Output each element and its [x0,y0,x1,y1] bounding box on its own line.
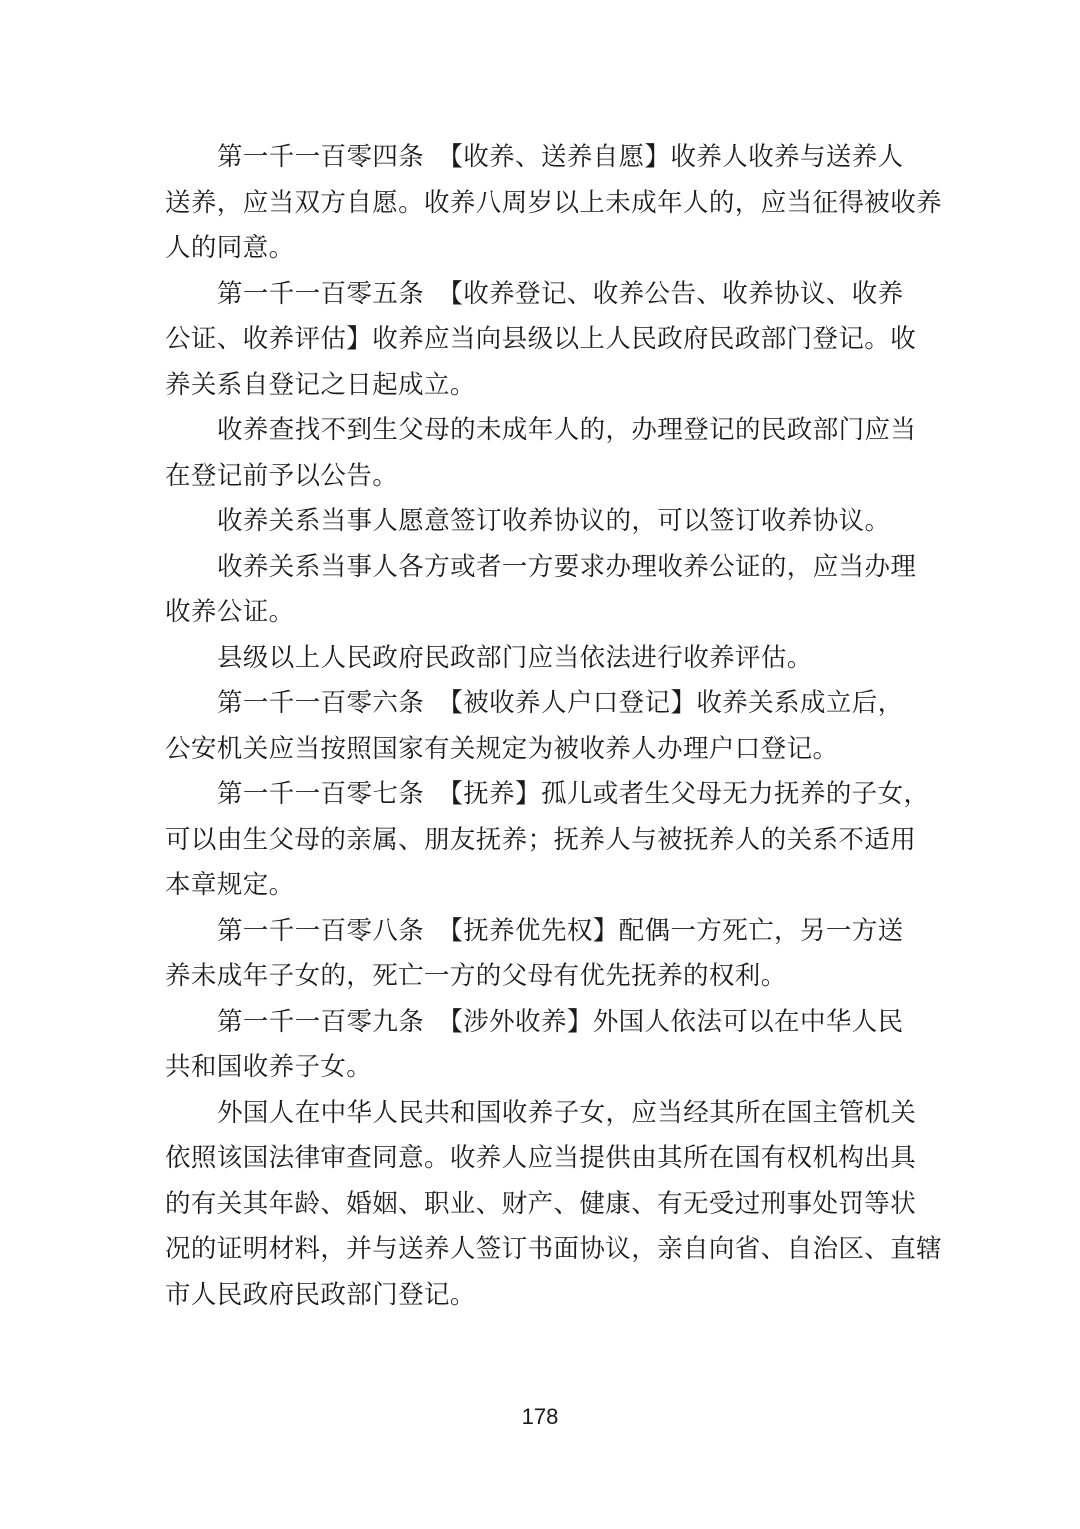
text-line: 公证、收养评估】收养应当向县级以上人民政府民政部门登记。收 [165,324,917,354]
text-line: 收养查找不到生父母的未成年人的，办理登记的民政部门应当 [217,415,917,445]
paragraph-assessment [165,636,917,682]
text-line: 养未成年子女的，死亡一方的父母有优先抚养的权利。 [165,961,787,991]
paragraph-foreign-adoption [165,1091,943,1319]
text-line: 在登记前予以公告。 [165,460,399,491]
text-line: 市人民政府民政部门登记。 [165,1279,476,1310]
text-line: 共和国收养子女。 [165,1052,373,1082]
text-line: 收养公证。 [165,597,295,627]
text-line: 第一千一百零九条 【涉外收养】外国人依法可以在中华人民 [217,1006,904,1037]
paragraph-article-1104 [165,135,943,272]
paragraph-announcement [165,408,917,499]
text-line: 第一千一百零七条 【抚养】孤儿或者生父母无力抚养的子女， [217,779,930,809]
paragraph-article-1106 [165,681,917,772]
text-line: 依照该国法律审查同意。收养人应当提供由其所在国有权机构出具 [165,1143,917,1173]
paragraph-article-1109 [165,1000,917,1091]
text-line: 可以由生父母的亲属、朋友抚养；抚养人与被抚养人的关系不适用 [165,824,917,855]
body-text [165,135,943,1318]
paragraph-article-1108 [165,909,917,1000]
paragraph-notarization [165,545,917,636]
text-line: 送养，应当双方自愿。收养八周岁以上未成年人的，应当征得被收养 [165,187,943,218]
text-line: 公安机关应当按照国家有关规定为被收养人办理户口登记。 [165,733,839,764]
text-line: 第一千一百零四条 【收养、送养自愿】收养人收养与送养人 [217,142,904,172]
paragraph-agreement [165,499,917,545]
text-line: 况的证明材料，并与送养人签订书面协议，亲自向省、自治区、直辖 [165,1234,943,1264]
page-number: 178 [521,1404,559,1429]
text-line: 养关系自登记之日起成立。 [165,369,476,400]
paragraph-article-1105 [165,272,917,409]
text-line: 的有关其年龄、婚姻、职业、财产、健康、有无受过刑事处罚等状 [165,1188,917,1219]
text-line: 收养关系当事人各方或者一方要求办理收养公证的，应当办理 [217,551,917,582]
text-line: 县级以上人民政府民政部门应当依法进行收养评估。 [217,642,813,673]
text-line: 外国人在中华人民共和国收养子女，应当经其所在国主管机关 [217,1097,917,1128]
text-line: 本章规定。 [165,870,295,900]
text-line: 收养关系当事人愿意签订收养协议的，可以签订收养协议。 [217,506,891,536]
paragraph-article-1107 [165,772,930,909]
text-line: 第一千一百零五条 【收养登记、收养公告、收养协议、收养 [217,278,904,309]
text-line: 第一千一百零八条 【抚养优先权】配偶一方死亡，另一方送 [217,915,904,946]
text-line: 第一千一百零六条 【被收养人户口登记】收养关系成立后， [217,688,904,718]
text-line: 人的同意。 [165,233,295,263]
